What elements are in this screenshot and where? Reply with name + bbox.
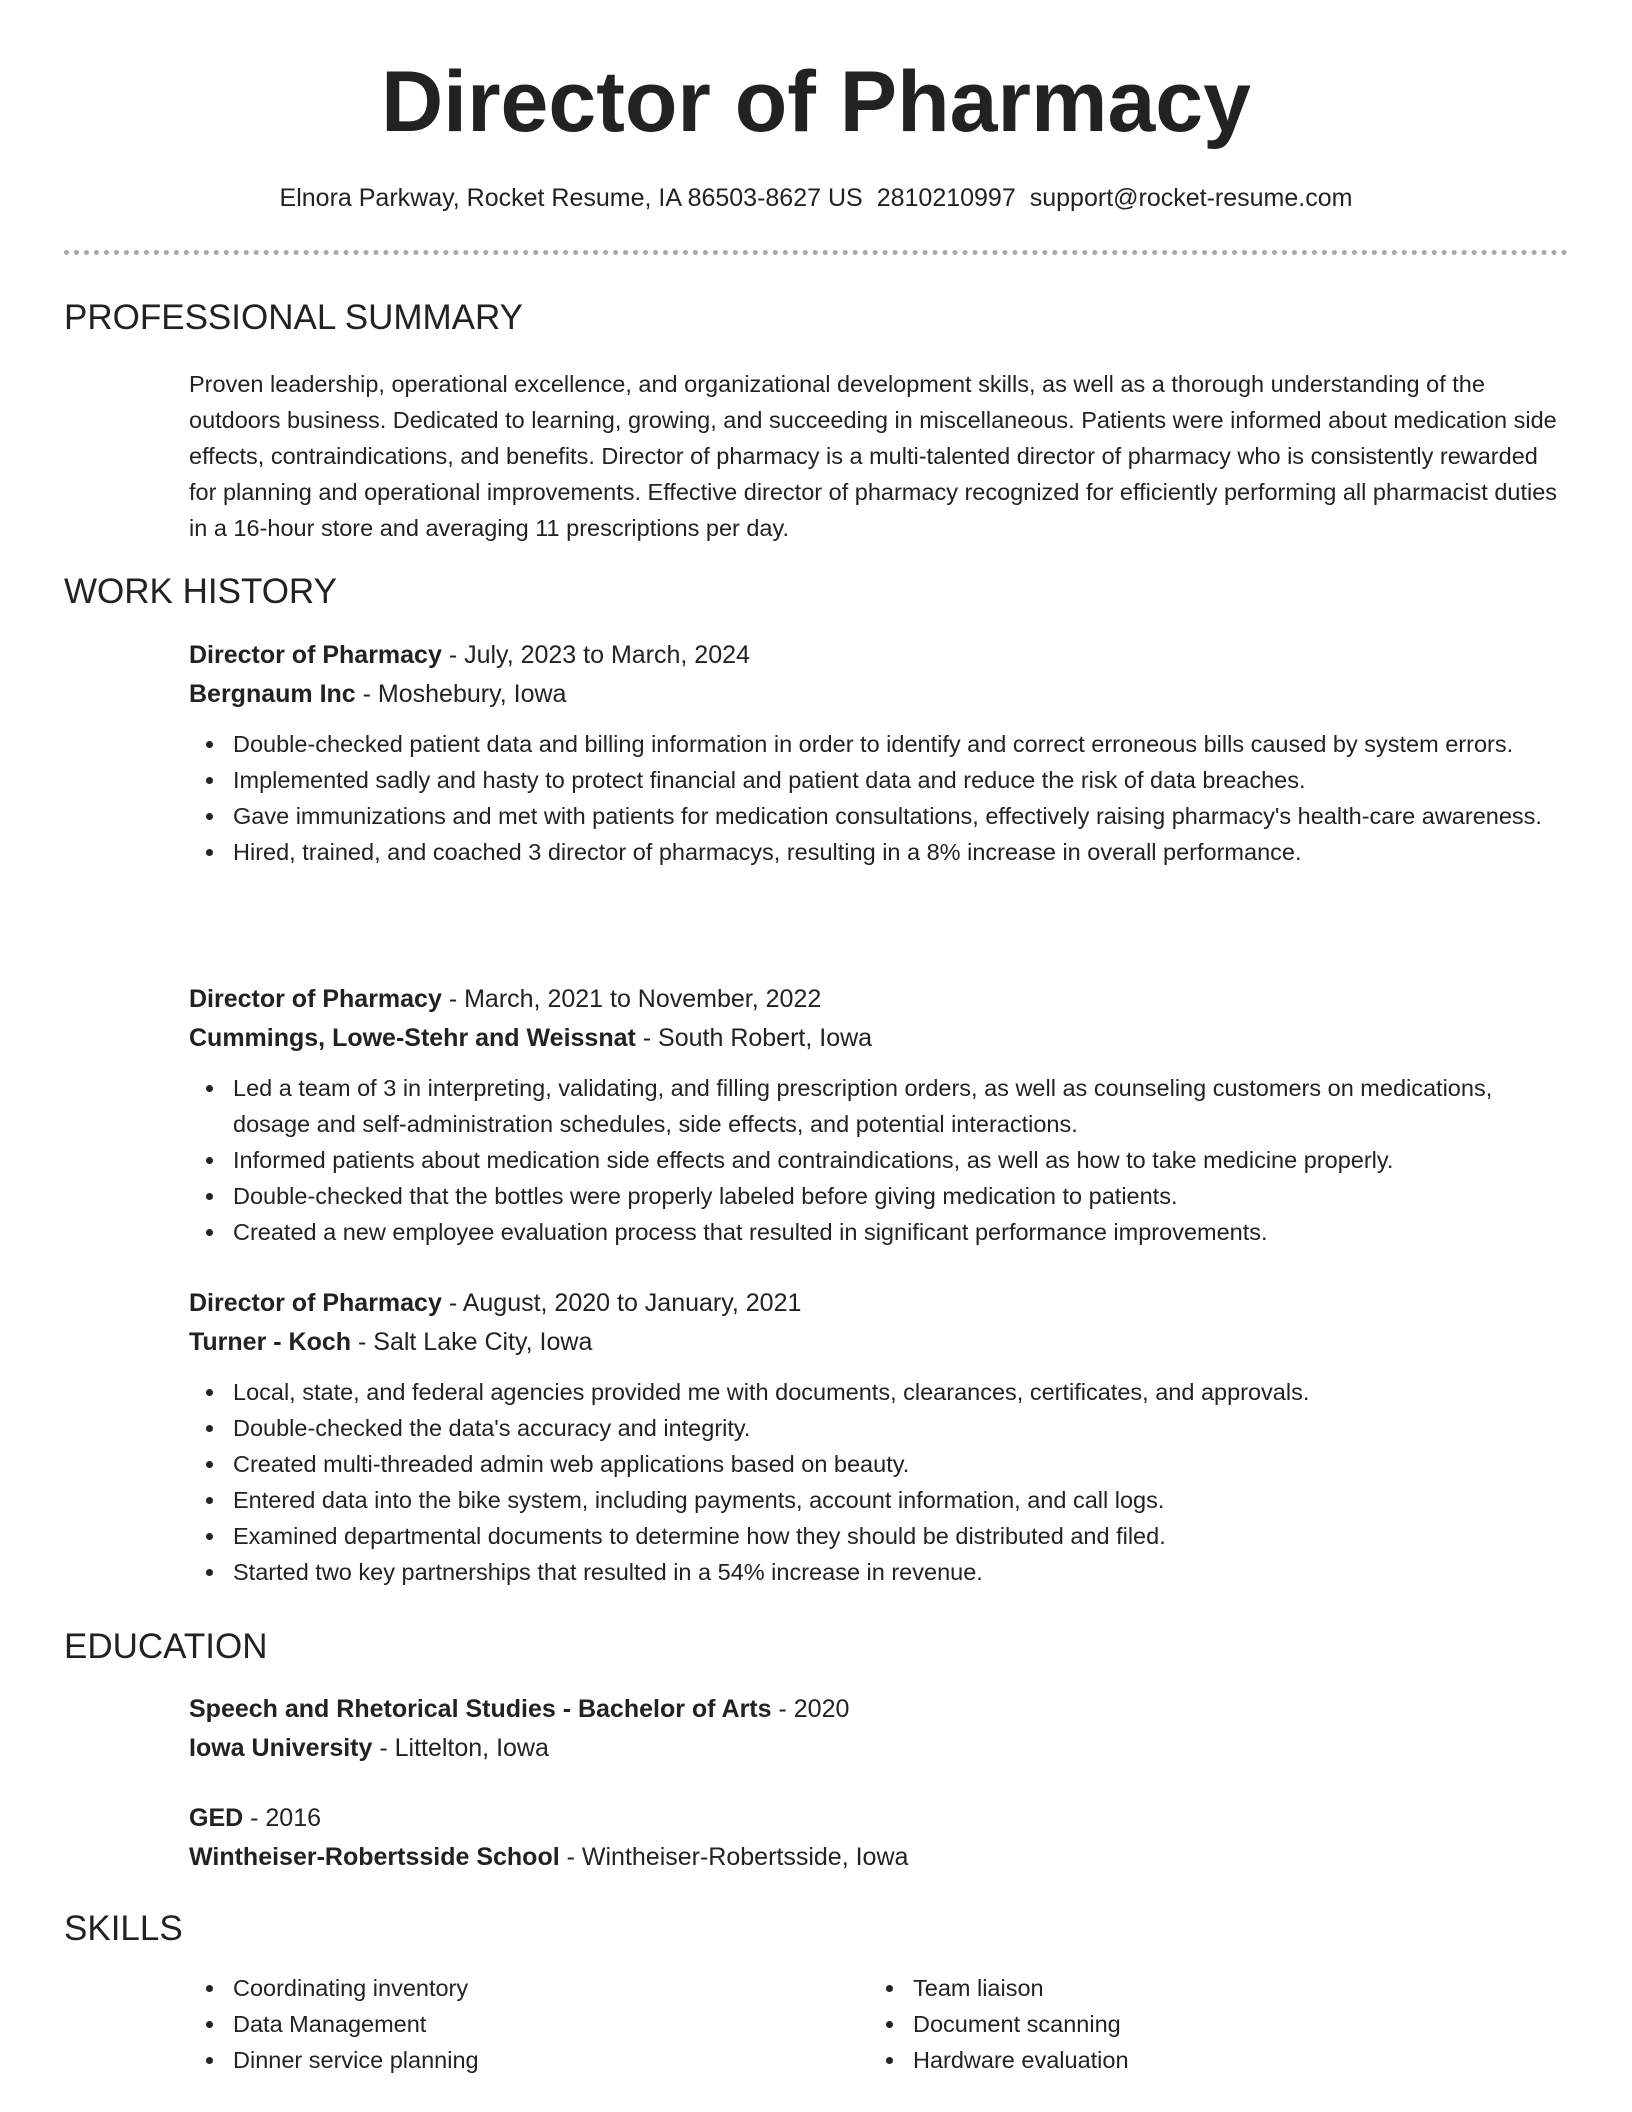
education-heading: EDUCATION (64, 1627, 268, 1666)
job-bullet: Informed patients about medication side effects and contraindications, as well as how to take medicine properly. (189, 1142, 1569, 1178)
education-location: - Wintheiser-Robertsside, Iowa (559, 1843, 909, 1871)
education-location: - Littelton, Iowa (372, 1734, 549, 1762)
job-bullet: Led a team of 3 in interpreting, validating, and filling prescription orders, as well as counseling customers on medications, dosage and self-administration schedules, side effects, and potential interactions. (189, 1070, 1569, 1142)
education-entry (189, 1690, 1569, 1768)
job-title: Director of Pharmacy (189, 985, 442, 1013)
job-location: - South Robert, Iowa (635, 1024, 873, 1052)
summary-text: Proven leadership, operational excellence, and organizational development skills, as well as a thorough understanding of the outdoors business. Dedicated to learning, growing, and succeeding in miscellaneous. Patients were informed about medication side effects, contraindications, and benefits. Director of pharmacy is a multi-talented director of pharmacy who is consistently rewarded for planning and operational improvements. Effective director of pharmacy recognized for efficiently performing all pharmacist duties in a 16-hour store and averaging 11 prescriptions per day. (189, 371, 1558, 541)
education-degree-line (189, 1690, 1569, 1729)
education-year: - 2020 (771, 1695, 850, 1723)
job-entry (189, 1284, 1569, 1590)
skill-item: Coordinating inventory (189, 1970, 789, 2006)
job-title-line (189, 1284, 1569, 1323)
education-school-line (189, 1838, 1569, 1877)
job-company: Bergnaum Inc (189, 680, 356, 708)
job-bullet: Double-checked that the bottles were properly labeled before giving medication to patients. (189, 1178, 1569, 1214)
job-bullet: Implemented sadly and hasty to protect financial and patient data and reduce the risk of data breaches. (189, 762, 1569, 798)
job-bullet: Entered data into the bike system, including payments, account information, and call logs. (189, 1482, 1569, 1518)
skills-column-left (189, 1970, 789, 2078)
job-bullet: Hired, trained, and coached 3 director of pharmacys, resulting in a 8% increase in overall performance. (189, 834, 1569, 870)
job-title: Director of Pharmacy (189, 1289, 442, 1317)
education-school: Iowa University (189, 1734, 373, 1762)
skill-item: Document scanning (869, 2006, 1469, 2042)
job-dates: - March, 2021 to November, 2022 (441, 985, 822, 1013)
contact-email: support@rocket-resume.com (1029, 184, 1353, 212)
job-bullets (189, 726, 1569, 870)
job-bullet: Double-checked the data's accuracy and integrity. (189, 1410, 1569, 1446)
job-bullet: Created multi-threaded admin web applications based on beauty. (189, 1446, 1569, 1482)
skill-item: Data Management (189, 2006, 789, 2042)
job-bullet: Created a new employee evaluation process that resulted in significant performance improvements. (189, 1214, 1569, 1250)
skill-item: Hardware evaluation (869, 2042, 1469, 2078)
job-dates: - August, 2020 to January, 2021 (441, 1289, 802, 1317)
education-degree: GED (189, 1804, 244, 1832)
job-dates: - July, 2023 to March, 2024 (441, 641, 750, 669)
job-bullet: Examined departmental documents to determine how they should be distributed and filed. (189, 1518, 1569, 1554)
job-location: - Salt Lake City, Iowa (351, 1328, 593, 1356)
job-bullets (189, 1374, 1569, 1590)
job-title: Director of Pharmacy (189, 641, 442, 669)
contact-phone: 2810210997 (876, 184, 1016, 212)
skills-heading: SKILLS (64, 1909, 183, 1948)
work-history-heading: WORK HISTORY (64, 572, 337, 611)
skill-item: Team liaison (869, 1970, 1469, 2006)
skills-list (869, 1970, 1469, 2078)
job-company-line (189, 1323, 1569, 1362)
skill-item: Dinner service planning (189, 2042, 789, 2078)
job-title-line (189, 636, 1569, 675)
header-divider (64, 250, 1568, 255)
education-degree: Speech and Rhetorical Studies - Bachelor of Arts (189, 1695, 772, 1723)
education-year: - 2016 (243, 1804, 322, 1832)
contact-line (0, 180, 1632, 216)
job-entry (189, 980, 1569, 1250)
summary-heading: PROFESSIONAL SUMMARY (64, 298, 523, 337)
job-location: - Moshebury, Iowa (355, 680, 567, 708)
education-degree-line (189, 1799, 1569, 1838)
skills-list (189, 1970, 789, 2078)
job-title-line (189, 980, 1569, 1019)
education-school-line (189, 1729, 1569, 1768)
education-entry (189, 1799, 1569, 1877)
resume-title: Director of Pharmacy (381, 54, 1251, 150)
job-bullets (189, 1070, 1569, 1250)
contact-address: Elnora Parkway, Rocket Resume, IA 86503-8627 US (279, 184, 863, 212)
job-bullet: Gave immunizations and met with patients for medication consultations, effectively raising pharmacy's health-care awareness. (189, 798, 1569, 834)
job-bullet: Double-checked patient data and billing information in order to identify and correct erroneous bills caused by system errors. (189, 726, 1569, 762)
job-company: Cummings, Lowe-Stehr and Weissnat (189, 1024, 636, 1052)
job-bullet: Local, state, and federal agencies provided me with documents, clearances, certificates, and approvals. (189, 1374, 1569, 1410)
skills-column-right (869, 1970, 1469, 2078)
job-company: Turner - Koch (189, 1328, 352, 1356)
job-entry (189, 636, 1569, 870)
education-school: Wintheiser-Robertsside School (189, 1843, 560, 1871)
job-company-line (189, 675, 1569, 714)
job-bullet: Started two key partnerships that resulted in a 54% increase in revenue. (189, 1554, 1569, 1590)
job-company-line (189, 1019, 1569, 1058)
